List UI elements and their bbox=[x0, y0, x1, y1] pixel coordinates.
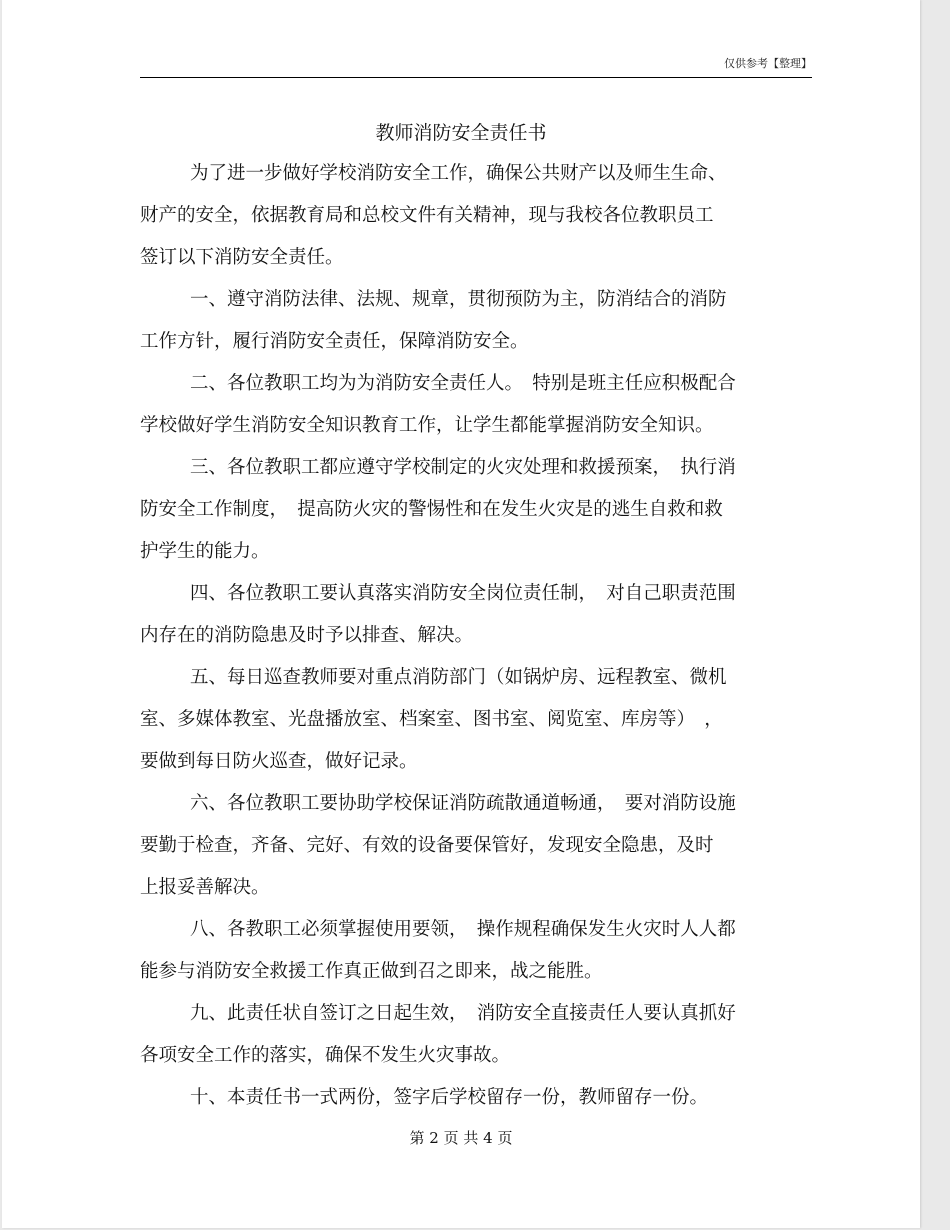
paragraph-line: 护学生的能力。 bbox=[140, 541, 270, 562]
paragraph bbox=[140, 573, 812, 657]
page-indicator: 第 2 页 共 4 页 bbox=[409, 1129, 513, 1147]
paragraph bbox=[140, 993, 812, 1077]
paragraph-line: 九、此责任状自签订之日起生效， 消防安全直接责任人要认真抓好 bbox=[190, 1003, 736, 1024]
paragraph bbox=[140, 153, 812, 279]
paragraph bbox=[140, 783, 812, 909]
paragraph-line: 能参与消防安全救援工作真正做到召之即来，战之能胜。 bbox=[140, 961, 603, 982]
paragraph-line: 内存在的消防隐患及时予以排查、解决。 bbox=[140, 625, 474, 646]
paragraph bbox=[140, 909, 812, 993]
paragraph-line: 十、本责任书一式两份，签字后学校留存一份，教师留存一份。 bbox=[190, 1087, 709, 1108]
paragraph-line: 防安全工作制度， 提高防火灾的警惕性和在发生火灾是的逃生自救和救 bbox=[140, 499, 723, 520]
paragraph-line: 八、各教职工必须掌握使用要领， 操作规程确保发生火灾时人人都 bbox=[190, 919, 736, 940]
paragraph-line: 签订以下消防安全责任。 bbox=[140, 247, 344, 268]
paragraph bbox=[140, 657, 812, 783]
paragraph-line: 各项安全工作的落实，确保不发生火灾事故。 bbox=[140, 1045, 511, 1066]
paragraph-line: 一、遵守消防法律、法规、规章，贯彻预防为主，防消结合的消防 bbox=[190, 289, 727, 310]
document-body bbox=[140, 153, 812, 1119]
paragraph-line: 为了进一步做好学校消防安全工作，确保公共财产以及师生生命、 bbox=[190, 163, 727, 184]
paragraph-line: 财产的安全，依据教育局和总校文件有关精神，现与我校各位教职员工 bbox=[140, 205, 714, 226]
paragraph-line: 五、每日巡查教师要对重点消防部门（如锅炉房、远程教室、微机 bbox=[190, 667, 727, 688]
paragraph bbox=[140, 447, 812, 573]
page-footer bbox=[2, 1127, 920, 1148]
header-note: 仅供参考【整理】 bbox=[724, 57, 812, 70]
paragraph-line: 六、各位教职工要协助学校保证消防疏散通道畅通， 要对消防设施 bbox=[190, 793, 736, 814]
paragraph-line: 二、各位教职工均为为消防安全责任人。 特别是班主任应积极配合 bbox=[190, 373, 736, 394]
paragraph bbox=[140, 279, 812, 363]
paragraph-line: 三、各位教职工都应遵守学校制定的火灾处理和救援预案， 执行消 bbox=[190, 457, 736, 478]
page-header bbox=[140, 55, 812, 78]
document-page bbox=[2, 0, 920, 1228]
paragraph-line: 四、各位教职工要认真落实消防安全岗位责任制， 对自己职责范围 bbox=[190, 583, 736, 604]
paragraph bbox=[140, 363, 812, 447]
paragraph bbox=[140, 1077, 812, 1119]
paragraph-line: 要勤于检查，齐备、完好、有效的设备要保管好，发现安全隐患，及时 bbox=[140, 835, 714, 856]
paragraph-line: 室、多媒体教室、光盘播放室、档案室、图书室、阅览室、库房等） ， bbox=[140, 709, 723, 730]
paragraph-line: 要做到每日防火巡查，做好记录。 bbox=[140, 751, 418, 772]
paragraph-line: 学校做好学生消防安全知识教育工作，让学生都能掌握消防安全知识。 bbox=[140, 415, 714, 436]
paragraph-line: 工作方针，履行消防安全责任，保障消防安全。 bbox=[140, 331, 529, 352]
paragraph-line: 上报妥善解决。 bbox=[140, 877, 270, 898]
document-title: 教师消防安全责任书 bbox=[375, 122, 547, 144]
